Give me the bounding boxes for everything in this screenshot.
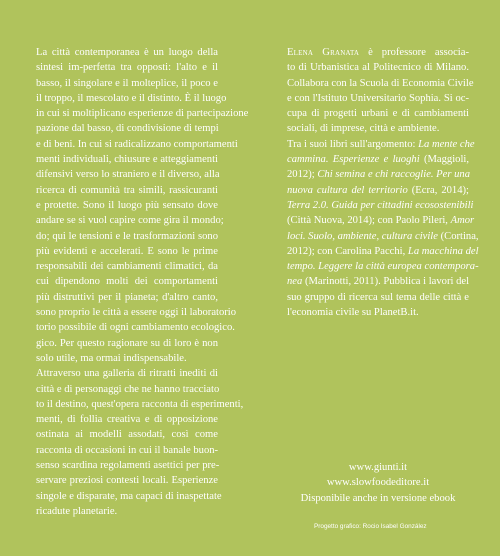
synopsis-line: ostinata ai modelli assodati, così come	[36, 429, 218, 441]
bio-line: 2012); con Carolina Pacchi, La macchina del	[287, 245, 479, 257]
bio-line: tempo. Leggere la città europea contempora-	[287, 261, 479, 273]
synopsis-line: ricerca di comunità tra simili, rassicuranti	[36, 184, 218, 196]
synopsis-line: cui dipendono molti dei comportamenti	[36, 276, 218, 288]
synopsis-line: pazione dal basso, di condivisione di tempi	[36, 123, 219, 135]
bio-line: nuova cultura del territorio (Ecra, 2014);	[287, 184, 469, 196]
website-slowfood[interactable]: www.slowfoodeditore.it	[326, 477, 430, 488]
author-name: Elena Granata	[287, 47, 360, 58]
synopsis-line: difensivi verso lo straniero e il diverso, alla	[36, 169, 220, 181]
synopsis-line: singole e disparate, ma capaci di inaspettate	[36, 490, 222, 502]
synopsis-line: basso, il singolare e il molteplice, il poco e	[36, 77, 218, 89]
bio-line: (Città Nuova, 2014); con Paolo Pileri, Amor	[287, 215, 475, 227]
bio-line: Elena Granata è professore associa-	[287, 47, 469, 58]
bio-line: l'economia civile su PlanetB.it.	[287, 307, 419, 319]
synopsis-line: ricadute planetarie.	[36, 505, 118, 517]
synopsis-line: più distruttivi per il pianeta; d'altro canto,	[36, 291, 218, 303]
synopsis-line: e di beni. In cui si radicalizzano comportamenti	[36, 138, 238, 150]
bio-line: 2012); Chi semina e chi raccoglie. Per una	[287, 169, 471, 181]
bio-line: suo gruppo di ricerca sul tema delle città e	[287, 291, 469, 303]
bio-line: loci. Suolo, ambiente, cultura civile (Cortina,	[287, 230, 479, 242]
synopsis-line: andare se si vuol capire come gira il mondo;	[36, 215, 224, 227]
synopsis-line: racconta di occasioni in cui il banale buon-	[36, 444, 219, 456]
bio-line: sociali, di imprese, città e ambiente.	[287, 123, 440, 135]
synopsis-line: città e di personaggi che ne hanno tracciato	[36, 383, 220, 395]
synopsis-line: menti individuali, chiusure e atteggiamenti	[36, 154, 218, 166]
bio-line: to di Urbanistica al Politecnico di Milano.	[287, 62, 469, 74]
synopsis-line: il troppo, il mescolato e il distinto. È il luogo	[36, 92, 227, 104]
bio-line: nea (Marinotti, 2011). Pubblica i lavori del	[287, 276, 470, 288]
synopsis-line: solo utile, ma ormai indispensabile.	[36, 352, 187, 364]
synopsis-line: sono proprio le città a essere oggi il laboratorio	[36, 307, 237, 319]
synopsis-line: to il destino, quest'opera racconta di esperimenti,	[36, 398, 244, 410]
bio-line: Tra i suoi libri sull'argomento: La mente che	[287, 138, 475, 150]
synopsis-line: e protette. Sono il luogo più sensato dove	[36, 199, 218, 211]
website-giunti[interactable]: www.giunti.it	[348, 462, 408, 473]
synopsis-line: menti, di follia creativa e di opposizione	[36, 414, 218, 426]
synopsis-line: più evidenti e accelerati. E sono le prime	[36, 245, 218, 257]
author-bio	[287, 45, 479, 320]
synopsis-line: La città contemporanea è un luogo della	[36, 47, 218, 58]
synopsis-line: senso scardina regolamenti asettici per pre-	[36, 460, 220, 472]
synopsis-line: responsabili dei cambiamenti climatici, da	[36, 261, 218, 273]
synopsis-line: sintesi im-perfetta tra opposti: l'alto e il	[36, 62, 218, 74]
bio-line: Collabora con la Scuola di Economia Civile	[287, 77, 474, 89]
synopsis-line: servare preziosi contesti locali. Esperienze	[36, 475, 218, 487]
synopsis-line: Attraverso una galleria di ritratti inediti di	[36, 368, 218, 380]
synopsis-line: gico. Per questo ragionare su di loro è non	[36, 337, 218, 349]
bio-line: e con l'Istituto Universitario Sophia. Si oc-	[287, 92, 469, 104]
synopsis-line: in cui si moltiplicano esperienze di partecipazione	[36, 108, 249, 120]
design-credit: Progetto grafico: Rocio Isabel González	[314, 523, 427, 530]
synopsis-line: do; qui le tensioni e le trasformazioni sono	[36, 230, 218, 242]
bio-line: cammina. Esperienze e luoghi (Maggioli,	[287, 154, 469, 166]
bio-line: cupa di progetti urbani e di cambiamenti	[287, 108, 469, 120]
synopsis-text	[36, 45, 249, 519]
bio-line: Terra 2.0. Guida per cittadini ecosostenibili	[287, 199, 474, 211]
ebook-note: Disponibile anche in versione ebook	[300, 493, 456, 504]
synopsis-line: torio possibile di ogni cambiamento ecologico.	[36, 322, 235, 334]
